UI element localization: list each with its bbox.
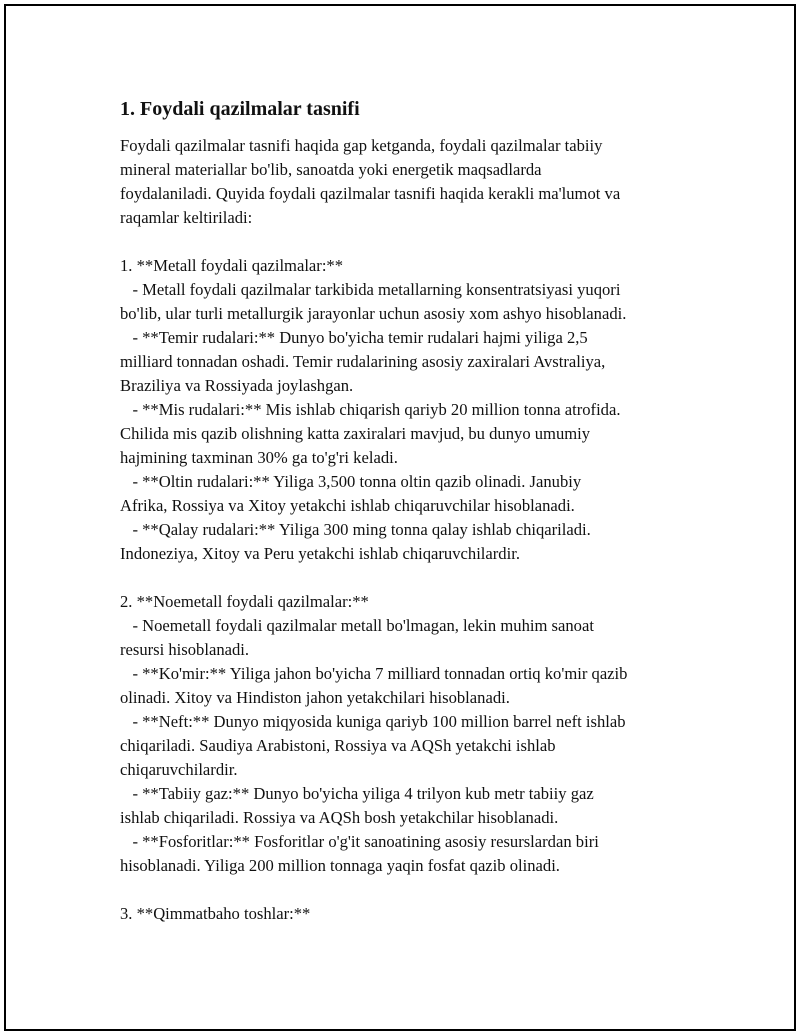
text-line: raqamlar keltiriladi:	[120, 208, 253, 227]
text-line: - **Qalay rudalari:** Yiliga 300 ming tonna qalay ishlab chiqariladi.	[120, 520, 591, 539]
text-line: Afrika, Rossiya va Xitoy yetakchi ishlab chiqaruvchilar hisoblanadi.	[120, 496, 575, 515]
text-line: - **Oltin rudalari:** Yiliga 3,500 tonna oltin qazib olinadi. Janubiy	[120, 472, 582, 491]
document-title: 1. Foydali qazilmalar tasnifi	[120, 98, 360, 120]
text-line: hisoblanadi. Yiliga 200 million tonnaga yaqin fosfat qazib olinadi.	[120, 856, 560, 875]
text-line: Braziliya va Rossiyada joylashgan.	[120, 376, 354, 395]
text-line: - Noemetall foydali qazilmalar metall bo'lmagan, lekin muhim sanoat	[120, 616, 594, 635]
text-line: chiqaruvchilardir.	[120, 760, 238, 779]
text-line: - **Mis rudalari:** Mis ishlab chiqarish qariyb 20 million tonna atrofida.	[120, 400, 621, 419]
text-line: 1. **Metall foydali qazilmalar:**	[120, 256, 344, 275]
document-page	[4, 4, 796, 1031]
blank-line	[120, 566, 700, 590]
blank-line	[120, 878, 700, 902]
text-line: 2. **Noemetall foydali qazilmalar:**	[120, 592, 369, 611]
text-line: olinadi. Xitoy va Hindiston jahon yetakchilari hisoblanadi.	[120, 688, 510, 707]
document-content	[120, 96, 700, 926]
document-body	[120, 134, 700, 926]
text-line: mineral materiallar bo'lib, sanoatda yoki energetik maqsadlarda	[120, 160, 542, 179]
text-line: - **Neft:** Dunyo miqyosida kuniga qariyb 100 million barrel neft ishlab	[120, 712, 626, 731]
text-line: - Metall foydali qazilmalar tarkibida metallarning konsentratsiyasi yuqori	[120, 280, 621, 299]
text-line: - **Temir rudalari:** Dunyo bo'yicha temir rudalari hajmi yiliga 2,5	[120, 328, 588, 347]
text-line: bo'lib, ular turli metallurgik jarayonlar uchun asosiy xom ashyo hisoblanadi.	[120, 304, 627, 323]
text-line: foydalaniladi. Quyida foydali qazilmalar tasnifi haqida kerakli ma'lumot va	[120, 184, 621, 203]
text-line: resursi hisoblanadi.	[120, 640, 250, 659]
text-line: - **Tabiiy gaz:** Dunyo bo'yicha yiliga 4 trilyon kub metr tabiiy gaz	[120, 784, 594, 803]
text-line: milliard tonnadan oshadi. Temir rudalarining asosiy zaxiralari Avstraliya,	[120, 352, 606, 371]
text-line: ishlab chiqariladi. Rossiya va AQSh bosh yetakchilar hisoblanadi.	[120, 808, 559, 827]
text-line: Chilida mis qazib olishning katta zaxiralari mavjud, bu dunyo umumiy	[120, 424, 591, 443]
text-line: hajmining taxminan 30% ga to'g'ri keladi.	[120, 448, 398, 467]
text-line: Foydali qazilmalar tasnifi haqida gap ketganda, foydali qazilmalar tabiiy	[120, 136, 603, 155]
text-line: Indoneziya, Xitoy va Peru yetakchi ishlab chiqaruvchilardir.	[120, 544, 520, 563]
text-line: chiqariladi. Saudiya Arabistoni, Rossiya va AQSh yetakchi ishlab	[120, 736, 556, 755]
blank-line	[120, 230, 700, 254]
text-line: - **Fosforitlar:** Fosforitlar o'g'it sanoatining asosiy resurslardan biri	[120, 832, 599, 851]
text-line: 3. **Qimmatbaho toshlar:**	[120, 904, 311, 923]
text-line: - **Ko'mir:** Yiliga jahon bo'yicha 7 milliard tonnadan ortiq ko'mir qazib	[120, 664, 628, 683]
